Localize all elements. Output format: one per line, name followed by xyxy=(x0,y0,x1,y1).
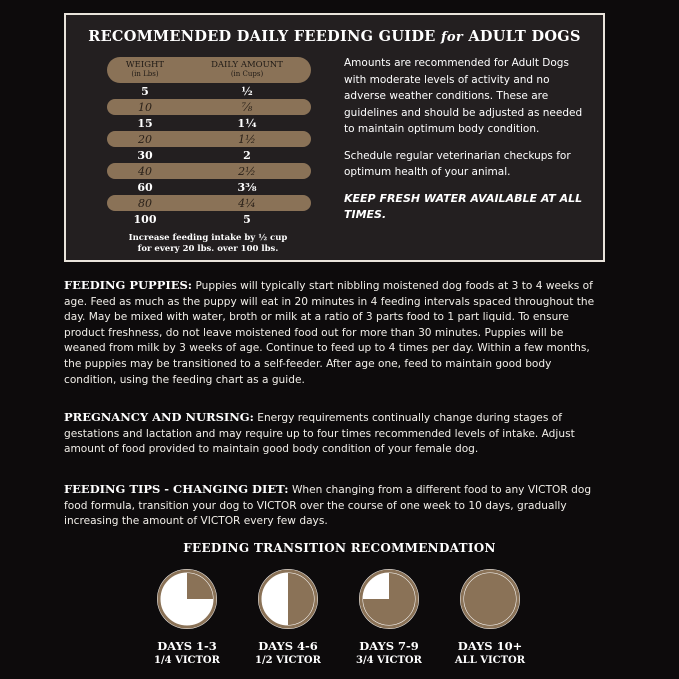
table-row xyxy=(107,99,311,115)
guide-title xyxy=(66,28,603,45)
tips-heading: FEEDING TIPS - CHANGING DIET: xyxy=(64,482,289,496)
amount-header: DAILY AMOUNT xyxy=(211,60,283,70)
table-row xyxy=(107,163,311,179)
table-row xyxy=(107,115,311,131)
table-row xyxy=(107,131,311,147)
row-weight: 60 xyxy=(137,180,153,194)
transition-title: FEEDING TRANSITION RECOMMENDATION xyxy=(183,541,496,555)
tips-section xyxy=(64,482,604,530)
guide-title-for: for xyxy=(440,30,463,45)
row-weight: 80 xyxy=(138,196,152,210)
pregnancy-heading: PREGNANCY AND NURSING: xyxy=(64,410,254,424)
pregnancy-text: Energy requirements continually change during stages of gestations and lactation and may require up to four times recommended levels of intake. Adjust amount of food provided to maintain good body condition of your female dog. xyxy=(64,412,575,456)
table-row xyxy=(107,83,311,99)
transition-pie-1 xyxy=(155,567,219,631)
row-weight: 100 xyxy=(133,212,157,226)
pie-slice xyxy=(464,573,516,625)
row-weight: 5 xyxy=(141,84,149,98)
weight-unit: (in Lbs) xyxy=(131,70,159,78)
table-note-line1: Increase feeding intake by ½ cup xyxy=(128,233,288,243)
row-weight: 20 xyxy=(138,132,152,146)
row-amount: 1½ xyxy=(238,132,256,146)
stage-label: 1/2 VICTOR xyxy=(255,655,321,666)
guide-water-warning: KEEP FRESH WATER AVAILABLE AT ALL TIMES. xyxy=(344,191,583,221)
row-amount: ⅞ xyxy=(241,100,253,114)
pregnancy-section xyxy=(64,410,604,458)
table-note-line2: for every 20 lbs. over 100 lbs. xyxy=(137,244,279,254)
row-amount: 3⅜ xyxy=(237,180,257,194)
tips-text: When changing from a different food to any VICTOR dog food formula, transition your dog to VICTOR over the course of one week to 10 days, gradually increasing the amount of VICTOR every few days. xyxy=(64,484,592,528)
transition-label-2 xyxy=(238,639,338,667)
transition-label-1 xyxy=(137,639,237,667)
puppies-section xyxy=(64,278,604,388)
guide-title-main: RECOMMENDED DAILY FEEDING GUIDE xyxy=(88,28,436,45)
stage-label: 3/4 VICTOR xyxy=(356,655,422,666)
feeding-table xyxy=(107,57,311,227)
stage-days: DAYS 4-6 xyxy=(258,639,318,653)
stage-days: DAYS 10+ xyxy=(457,639,523,653)
transition-label-3 xyxy=(339,639,439,667)
guide-title-end: ADULT DOGS xyxy=(468,28,581,45)
stage-days: DAYS 7-9 xyxy=(359,639,419,653)
transition-pie-4 xyxy=(458,567,522,631)
table-row xyxy=(107,147,311,163)
table-row xyxy=(107,179,311,195)
table-header xyxy=(107,57,311,83)
table-note xyxy=(102,233,314,255)
row-amount: 2½ xyxy=(238,164,256,178)
pie-slice xyxy=(187,573,213,599)
row-amount: 1¼ xyxy=(237,116,257,130)
guide-desc-text: Amounts are recommended for Adult Dogs with moderate levels of activity and no adverse weather conditions. These are guidelines and should be adjusted as needed to maintain optimum body condition. xyxy=(344,57,583,135)
transition-pie-3 xyxy=(357,567,421,631)
puppies-heading: FEEDING PUPPIES: xyxy=(64,278,193,292)
row-amount: ½ xyxy=(241,84,253,98)
row-weight: 10 xyxy=(138,100,152,114)
row-amount: 2 xyxy=(243,148,251,162)
row-weight: 30 xyxy=(137,148,153,162)
feeding-guide-box xyxy=(64,13,605,262)
row-amount: 5 xyxy=(243,212,251,226)
table-row xyxy=(107,195,311,211)
guide-description xyxy=(344,55,594,233)
row-weight: 40 xyxy=(138,164,152,178)
guide-vet-text: Schedule regular veterinarian checkups for optimum health of your animal. xyxy=(344,149,571,178)
row-weight: 15 xyxy=(137,116,153,130)
transition-label-4 xyxy=(440,639,540,667)
stage-days: DAYS 1-3 xyxy=(157,639,217,653)
table-row xyxy=(107,211,311,227)
puppies-text: Puppies will typically start nibbling moistened dog foods at 3 to 4 weeks of age. Feed as much as the puppy will eat in 20 minutes in 4 feeding intervals spaced throughout the day. May be mixed with water, broth or milk at a ratio of 3 parts food to 1 part liquid. To ensure product freshness, do not leave moistened food out for more than 30 minutes. Puppies will be weaned from milk by 3 weeks of age. Continue to feed up to 4 times per day. Within a few months, the puppies may be transitioned to a self-feeder. After age one, feed to maintain good body condition, using the feeding chart as a guide. xyxy=(64,280,595,386)
row-amount: 4¼ xyxy=(238,196,256,210)
stage-label: ALL VICTOR xyxy=(454,655,526,666)
transition-pie-2 xyxy=(256,567,320,631)
stage-label: 1/4 VICTOR xyxy=(154,655,220,666)
amount-unit: (in Cups) xyxy=(230,70,264,78)
weight-header: WEIGHT xyxy=(125,60,165,70)
